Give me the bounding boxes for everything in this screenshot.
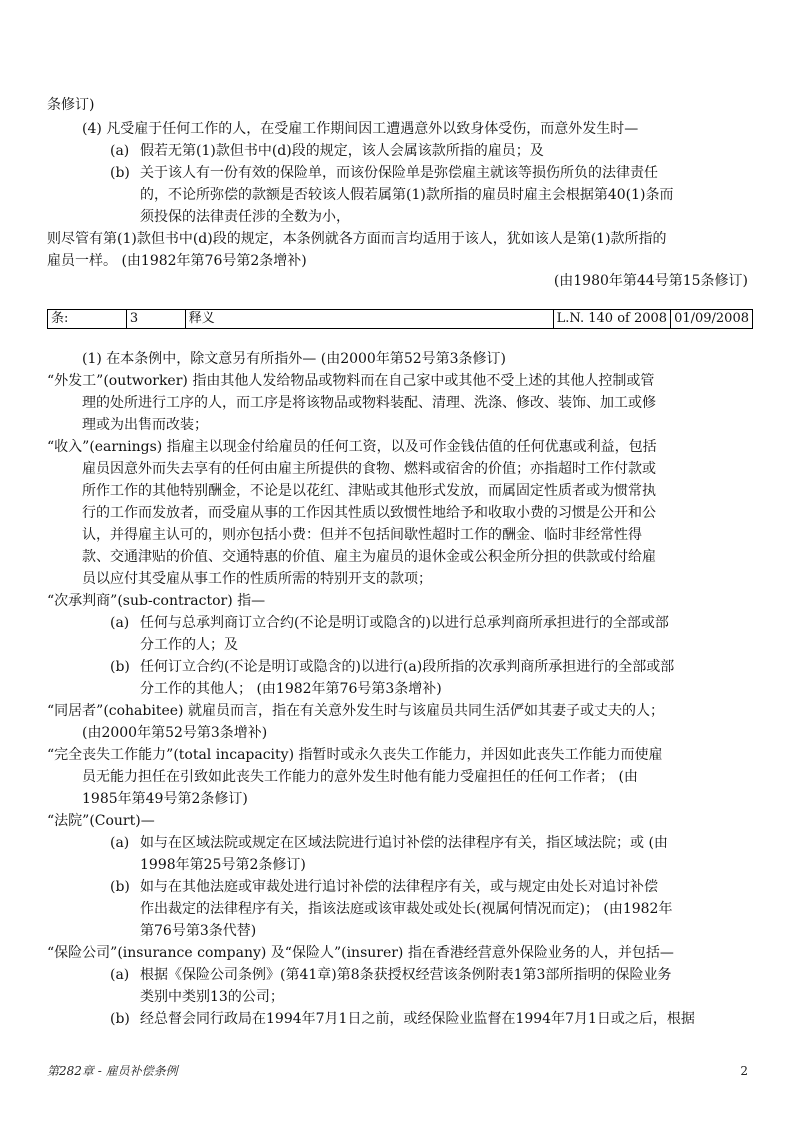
definition-cohabitee: “同居者”(cohabitee) 就雇员而言，指在有关意外发生时与该雇员共同生活俨如其妻子或丈夫的人； xyxy=(47,703,664,719)
continuation-text: 条修订) xyxy=(47,97,95,113)
subcontractor-b: 分工作的其他人； (由1982年第76号第3条增补) xyxy=(140,681,442,697)
insurance-b: 经总督会同行政局在1994年7月1日之前，或经保险业监督在1994年7月1日或之后，根据 xyxy=(140,1011,695,1027)
court-a: 1998年第25号第2条修订) xyxy=(140,857,306,873)
definition-earnings: 款、交通津贴的价值、交通特惠的价值、雇主为雇员的退休金或公积金所分担的供款或付给雇 xyxy=(82,549,656,565)
section-header-table xyxy=(47,309,753,329)
definition-outworker: “外发工”(outworker) 指由其他人发给物品或物料而在自己家中或其他不受上述的其他人控制或管 xyxy=(47,373,655,389)
insurance-a: 根据《保险公司条例》(第41章)第8条获授权经营该条例附表1第3部所指明的保险业务 xyxy=(140,967,672,983)
definition-total-incapacity: “完全丧失工作能力”(total incapacity) 指暂时或永久丧失工作能力，并因如此丧失工作能力而使雇 xyxy=(47,747,663,763)
para-label-a: (a) xyxy=(110,615,130,631)
definition-cohabitee: (由2000年第52号第3条增补) xyxy=(82,725,268,741)
court-b: 第76号第3条代替) xyxy=(140,923,257,939)
closing-line: 雇员一样。 (由1982年第76号第2条增补) xyxy=(47,253,307,269)
subcontractor-b: 任何订立合约(不论是明订或隐含的)以进行(a)段所指的次承判商所承担进行的全部或部 xyxy=(140,659,675,675)
definition-earnings: 雇员因意外而失去享有的任何由雇主所提供的食物、燃料或宿舍的价值；亦指超时工作付款或 xyxy=(82,461,656,477)
version-date: 01/09/2008 xyxy=(671,310,753,329)
amendment-note: (由1980年第44号第15条修订) xyxy=(553,273,748,289)
footer-chapter: 第282章 - 雇员补偿条例 xyxy=(47,1064,178,1078)
court-b: 如与在其他法庭或审裁处进行追讨补偿的法律程序有关，或与规定由处长对追讨补偿 xyxy=(140,879,658,895)
para-label-b: (b) xyxy=(110,659,130,675)
subsection-1-intro: (1) 在本条例中，除文意另有所指外— (由2000年第52号第3条修订) xyxy=(82,351,507,367)
court-b: 作出裁定的法律程序有关，指该法庭或该审裁处或处长(视属何情况而定)； (由1982年 xyxy=(140,901,673,917)
para-4b-line: 须投保的法律责任涉的全数为小， xyxy=(140,209,350,225)
definition-outworker: 理或为出售而改装； xyxy=(82,417,208,433)
court-a: 如与在区域法院或规定在区域法院进行追讨补偿的法律程序有关，指区域法院；或 (由 xyxy=(140,835,668,851)
para-label-b: (b) xyxy=(110,879,130,895)
section-title: 释义 xyxy=(185,310,553,329)
para-label-a: (a) xyxy=(110,143,130,159)
definition-court: “法院”(Court)— xyxy=(47,813,155,829)
insurance-a: 类别中类别13的公司； xyxy=(140,989,284,1005)
para-4a-text: 假若无第(1)款但书中(d)段的规定，该人会属该款所指的雇员；及 xyxy=(140,143,544,159)
para-label-b: (b) xyxy=(110,165,130,181)
section-number: 3 xyxy=(126,310,185,329)
para-label-a: (a) xyxy=(110,835,130,851)
definition-earnings: 所作工作的其他特别酬金，不论是以花红、津贴或其他形式发放，而属固定性质者或为惯常执 xyxy=(82,483,656,499)
definition-earnings: 认，并得雇主认可的，则亦包括小费：但并不包括间歇性超时工作的酬金、临时非经常性得 xyxy=(82,527,642,543)
page-number: 2 xyxy=(740,1064,748,1078)
para-label-b: (b) xyxy=(110,1011,130,1027)
definition-earnings: “收入”(earnings) 指雇主以现金付给雇员的任何工资，以及可作金钱估值的任何优惠或利益，包括 xyxy=(47,439,657,455)
closing-line: 则尽管有第(1)款但书中(d)段的规定，本条例就各方面而言均适用于该人，犹如该人是第(1)款所指的 xyxy=(47,231,667,247)
para-4b-line: 关于该人有一份有效的保险单，而该份保险单是弥偿雇主就该等损伤所负的法律责任 xyxy=(140,165,658,181)
para-label-a: (a) xyxy=(110,967,130,983)
definition-subcontractor: “次承判商”(sub-contractor) 指— xyxy=(47,593,266,609)
section-label: 条: xyxy=(48,310,127,329)
definition-total-incapacity: 1985年第49号第2条修订) xyxy=(82,791,248,807)
subcontractor-a: 任何与总承判商订立合约(不论是明订或隐含的)以进行总承判商所承担进行的全部或部 xyxy=(140,615,669,631)
definition-earnings: 行的工作而发放者，而受雇从事的工作因其性质以致惯性地给予和收取小费的习惯是公开和公 xyxy=(82,505,656,521)
definition-insurance-company: “保险公司”(insurance company) 及“保险人”(insurer) 指在香港经营意外保险业务的人，并包括— xyxy=(47,945,674,961)
definition-total-incapacity: 员无能力担任在引致如此丧失工作能力的意外发生时他有能力受雇担任的任何工作者； (由 xyxy=(82,769,638,785)
legal-notice: L.N. 140 of 2008 xyxy=(553,310,670,329)
subcontractor-a: 分工作的人；及 xyxy=(140,637,238,653)
definition-outworker: 理的处所进行工序的人，而工序是将该物品或物料装配、清理、洗涤、修改、装饰、加工或修 xyxy=(82,395,656,411)
para-4b-line: 的，不论所弥偿的款额是否较该人假若属第(1)款所指的雇员时雇主会根据第40(1)条而 xyxy=(140,187,674,203)
definition-earnings: 员以应付其受雇从事工作的性质所需的特别开支的款项； xyxy=(82,571,432,587)
subsection-4: (4) 凡受雇于任何工作的人，在受雇工作期间因工遭遇意外以致身体受伤，而意外发生时— xyxy=(82,121,639,137)
